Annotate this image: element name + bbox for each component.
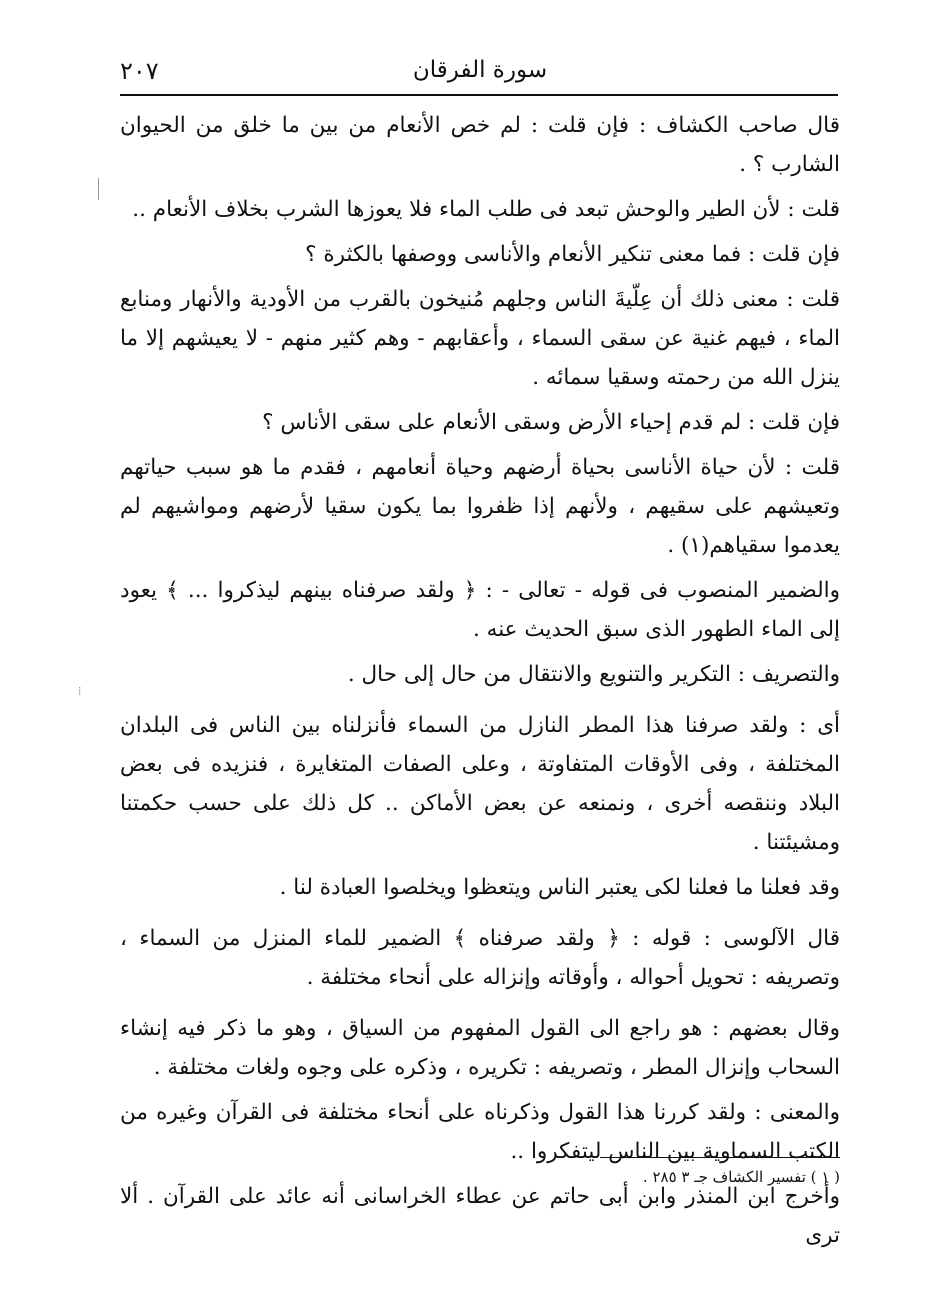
paragraph: قال صاحب الكشاف : فإن قلت : لم خص الأنعام من بين ما خلق من الحيوان الشارب ؟ . [120, 113, 840, 177]
paragraph: والمعنى : ولقد كررنا هذا القول وذكرناه على أنحاء مختلفة فى القرآن وغيره من الكتب السماوية بين الناس ليتفكروا .. [120, 1100, 840, 1164]
margin-mark [98, 178, 99, 200]
margin-speck: ⁞ [78, 684, 82, 698]
paragraph: قلت : لأن الطير والوحش تبعد فى طلب الماء فلا يعوزها الشرب بخلاف الأنعام .. [132, 197, 840, 222]
page-header [120, 55, 840, 91]
paragraph: وأخرج ابن المنذر وابن أبى حاتم عن عطاء الخراسانى أنه عائد على القرآن . ألا ترى [120, 1184, 840, 1248]
page-number: ٢٠٧ [120, 57, 159, 85]
paragraph: والتصريف : التكرير والتنويع والانتقال من حال إلى حال . [347, 662, 840, 687]
paragraph: فإن قلت : لم قدم إحياء الأرض وسقى الأنعام على سقى الأناس ؟ [262, 410, 840, 435]
paragraph: فإن قلت : فما معنى تنكير الأنعام والأناسى ووصفها بالكثرة ؟ [305, 242, 840, 267]
paragraph: قلت : لأن حياة الأناسى بحياة أرضهم وحياة أنعامهم ، فقدم ما هو سبب حياتهم وتعيشهم على سقيهم ، ولأنهم إذا ظفروا بما يكون سقيا لأرضهم ومواشيهم لم يعدموا سقياهم(١) . [120, 455, 840, 558]
paragraph: والضمير المنصوب فى قوله - تعالى - : ﴿ ولقد صرفناه بينهم ليذكروا ... ﴾ يعود إلى الماء الطهور الذى سبق الحديث عنه . [120, 578, 840, 642]
header-divider [120, 94, 838, 96]
footnote: ( ١ ) تفسير الكشاف جـ ٣ ٢٨٥ . [642, 1168, 840, 1186]
page-body [120, 106, 840, 1261]
paragraph: وقد فعلنا ما فعلنا لكى يعتبر الناس ويتعظوا ويخلصوا العبادة لنا . [279, 875, 840, 900]
footnote-divider [600, 1157, 840, 1158]
paragraph: قال الآلوسى : قوله : ﴿ ولقد صرفناه ﴾ الضمير للماء المنزل من السماء ، وتصريفه : تحويل أحواله ، وأوقاته وإنزاله على أنحاء مختلفة . [120, 926, 840, 990]
paragraph: وقال بعضهم : هو راجع الى القول المفهوم من السياق ، وهو ما ذكر فيه إنشاء السحاب وإنزال المطر ، وتصريفه : تكريره ، وذكره على وجوه ولغات مختلفة . [120, 1016, 840, 1080]
paragraph: أى : ولقد صرفنا هذا المطر النازل من السماء فأنزلناه بين الناس فى البلدان المختلفة ، وفى الأوقات المتفاوتة ، وعلى الصفات المتغايرة ، فنزيده فى بعض البلاد وننقصه أخرى ، ونمنعه عن بعض الأماكن .. كل ذلك على حسب حكمتنا ومشيئتنا . [120, 713, 840, 855]
paragraph: قلت : معنى ذلك أن عِلّيةَ الناس وجلهم مُنيخون بالقرب من الأودية والأنهار ومنابع الماء ، فيهم غنية عن سقى السماء ، وأعقابهم - وهم كثير منهم - لا يعيشهم إلا ما ينزل الله من رحمته وسقيا سمائه . [120, 287, 840, 390]
surah-title: سورة الفرقان [412, 57, 548, 83]
